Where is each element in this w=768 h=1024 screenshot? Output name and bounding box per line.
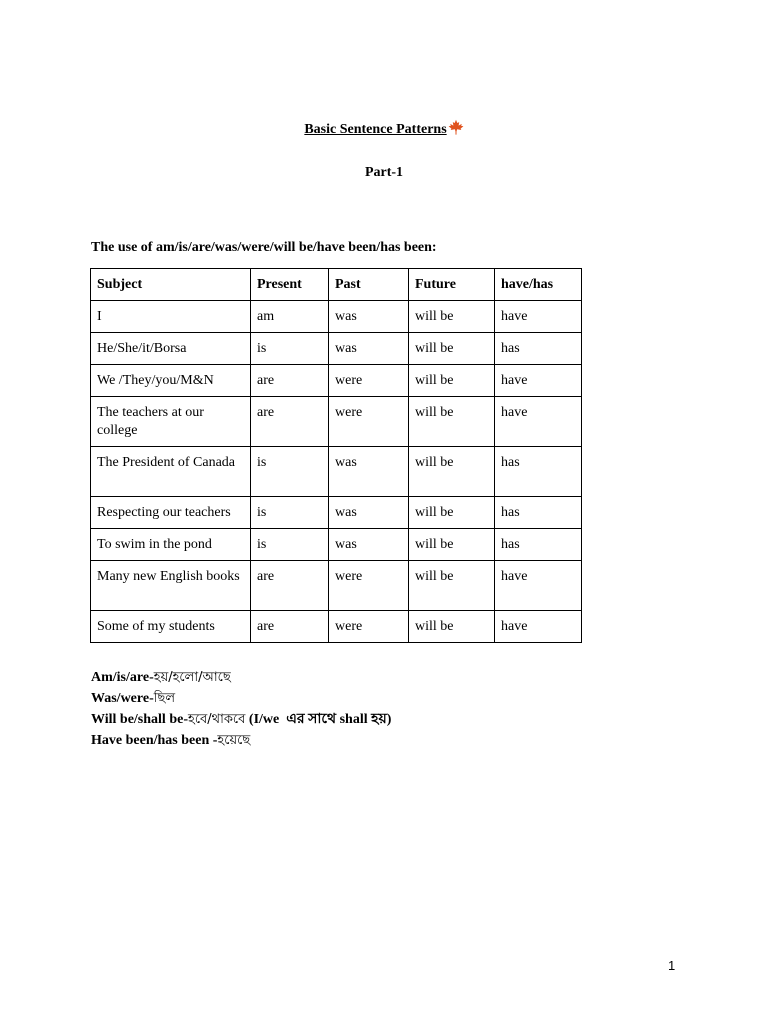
cell-present: are: [251, 365, 329, 397]
cell-past: were: [329, 611, 409, 643]
table-row: [91, 333, 582, 365]
note-line: [91, 688, 391, 709]
cell-future: will be: [409, 365, 495, 397]
cell-have-has: has: [495, 529, 582, 561]
cell-subject: To swim in the pond: [91, 529, 251, 561]
cell-past: was: [329, 497, 409, 529]
cell-present: are: [251, 397, 329, 447]
cell-future: will be: [409, 397, 495, 447]
cell-future: will be: [409, 497, 495, 529]
table-row: [91, 397, 582, 447]
cell-past: was: [329, 529, 409, 561]
cell-past: were: [329, 397, 409, 447]
cell-subject: We /They/you/M&N: [91, 365, 251, 397]
note-bangla: হয়েছে: [217, 733, 251, 748]
note-english: Will be/shall be-: [91, 712, 188, 727]
cell-have-has: have: [495, 301, 582, 333]
cell-have-has: has: [495, 497, 582, 529]
table-row: [91, 529, 582, 561]
cell-have-has: has: [495, 447, 582, 497]
cell-future: will be: [409, 333, 495, 365]
header-subject: Subject: [91, 269, 251, 301]
cell-present: is: [251, 333, 329, 365]
cell-present: is: [251, 497, 329, 529]
cell-have-has: have: [495, 611, 582, 643]
page-number: 1: [668, 958, 676, 973]
cell-future: will be: [409, 447, 495, 497]
table-row: [91, 611, 582, 643]
table-row: [91, 301, 582, 333]
cell-present: are: [251, 611, 329, 643]
cell-subject: Many new English books: [91, 561, 251, 611]
cell-subject: I: [91, 301, 251, 333]
cell-present: is: [251, 529, 329, 561]
note-line: [91, 709, 391, 730]
cell-past: was: [329, 301, 409, 333]
cell-present: is: [251, 447, 329, 497]
cell-have-has: have: [495, 397, 582, 447]
title-text: Basic Sentence Patterns: [304, 122, 447, 137]
note-line: [91, 730, 391, 751]
table-row: [91, 447, 582, 497]
section-heading: The use of am/is/are/was/were/will be/have been/has been:: [91, 240, 437, 255]
note-english: Have been/has been -: [91, 733, 218, 748]
table-row: [91, 497, 582, 529]
header-have-has: have/has: [495, 269, 582, 301]
note-line: [91, 667, 391, 688]
cell-have-has: have: [495, 561, 582, 611]
cell-past: were: [329, 365, 409, 397]
part-label: Part-1: [364, 165, 404, 180]
cell-subject: Some of my students: [91, 611, 251, 643]
note-english: Was/were-: [91, 691, 154, 706]
cell-have-has: has: [495, 333, 582, 365]
cell-past: were: [329, 561, 409, 611]
cell-have-has: have: [495, 365, 582, 397]
note-bangla: হবে/থাকবে: [187, 712, 246, 727]
cell-future: will be: [409, 529, 495, 561]
cell-future: will be: [409, 301, 495, 333]
note-bangla: ছিল: [153, 691, 176, 706]
table-header-row: [91, 269, 582, 301]
note-english: Am/is/are-: [91, 670, 154, 685]
cell-future: will be: [409, 611, 495, 643]
cell-subject: He/She/it/Borsa: [91, 333, 251, 365]
cell-subject: The President of Canada: [91, 447, 251, 497]
cell-subject: The teachers at our college: [91, 397, 251, 447]
page-title: [0, 119, 768, 140]
cell-present: am: [251, 301, 329, 333]
sentence-pattern-table: [90, 268, 582, 643]
cell-past: was: [329, 333, 409, 365]
header-present: Present: [251, 269, 329, 301]
cell-past: was: [329, 447, 409, 497]
note-bangla: হয়/হলো/আছে: [153, 670, 231, 685]
table-row: [91, 561, 582, 611]
translation-notes: [91, 667, 391, 751]
note-tail: (I/we এর সাথে shall হয়): [245, 712, 392, 727]
header-past: Past: [329, 269, 409, 301]
cell-future: will be: [409, 561, 495, 611]
header-future: Future: [409, 269, 495, 301]
table-row: [91, 365, 582, 397]
cell-present: are: [251, 561, 329, 611]
cell-subject: Respecting our teachers: [91, 497, 251, 529]
maple-leaf-icon: [448, 119, 464, 140]
